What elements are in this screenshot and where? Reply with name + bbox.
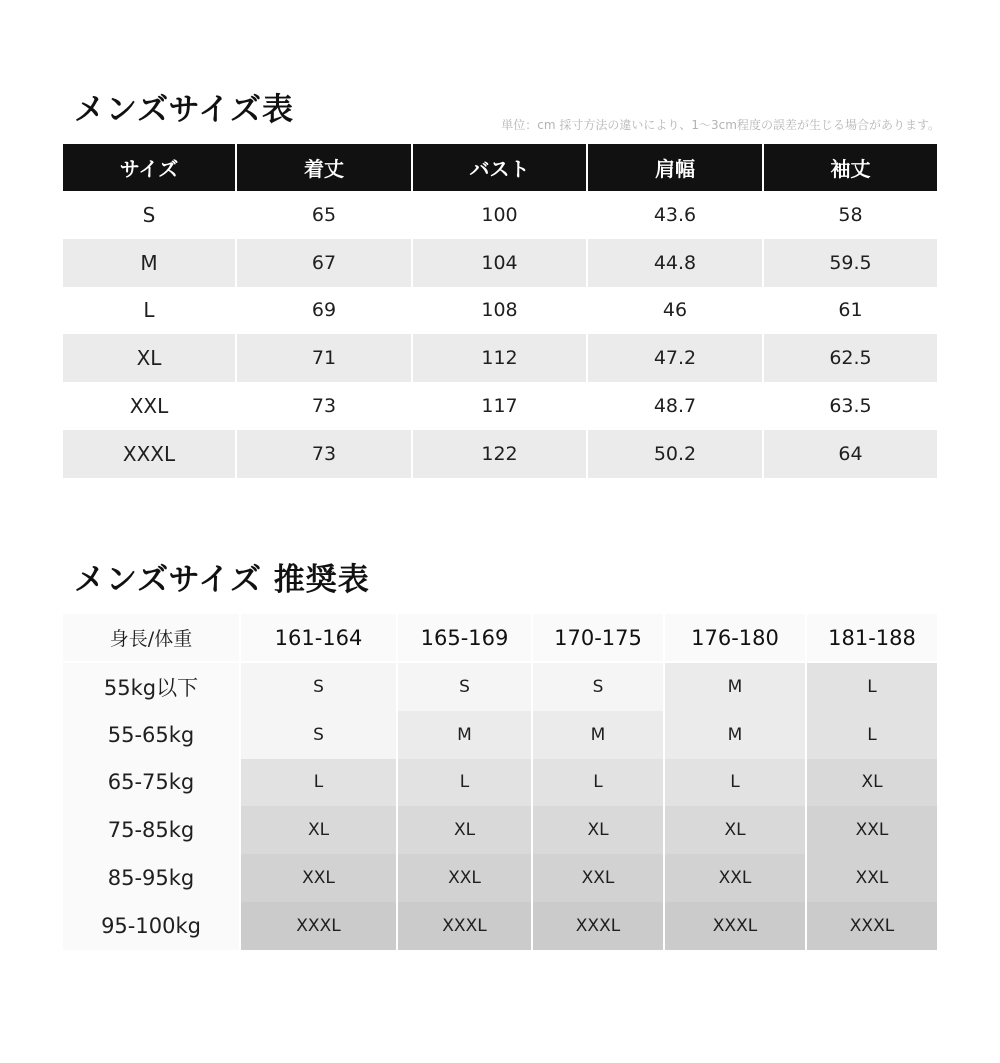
weight-label-cell: 55kg以下 [63, 663, 239, 711]
measurement-cell: 69 [237, 287, 411, 335]
size-chart-title: メンズサイズ表 [74, 92, 294, 128]
measurement-cell: 64 [764, 430, 937, 478]
measurement-cell: 44.8 [588, 239, 762, 287]
measurement-cell: 122 [413, 430, 586, 478]
recommended-size-cell: M [665, 711, 805, 759]
measurement-cell: 112 [413, 334, 586, 382]
weight-label-cell: 85-95kg [63, 854, 239, 902]
size-label-cell: XL [63, 334, 235, 382]
size-row [63, 334, 937, 382]
measurement-cell: 73 [237, 430, 411, 478]
recommend-row [63, 902, 937, 950]
size-row [63, 239, 937, 287]
recommended-size-cell: XXL [807, 806, 937, 854]
recommended-size-cell: M [398, 711, 531, 759]
recommend-row [63, 711, 937, 759]
corner-label: 身長/体重 [63, 614, 239, 661]
size-label-cell: M [63, 239, 235, 287]
recommended-size-cell: XXL [241, 854, 396, 902]
height-header: 161-164 [241, 614, 396, 661]
recommend-row [63, 759, 937, 807]
recommend-chart-table [63, 614, 937, 950]
size-row [63, 430, 937, 478]
size-chart-header-row [63, 144, 937, 191]
size-row [63, 382, 937, 430]
measurement-cell: 50.2 [588, 430, 762, 478]
recommended-size-cell: L [665, 759, 805, 807]
recommended-size-cell: XXL [533, 854, 663, 902]
height-header: 181-188 [807, 614, 937, 661]
measurement-cell: 108 [413, 287, 586, 335]
recommended-size-cell: L [398, 759, 531, 807]
recommend-row [63, 806, 937, 854]
recommended-size-cell: L [241, 759, 396, 807]
recommended-size-cell: XXL [807, 854, 937, 902]
recommended-size-cell: S [533, 663, 663, 711]
header-length: 着丈 [237, 144, 411, 191]
recommend-row [63, 854, 937, 902]
recommended-size-cell: S [398, 663, 531, 711]
recommended-size-cell: XXL [398, 854, 531, 902]
measurement-cell: 58 [764, 191, 937, 239]
measurement-cell: 117 [413, 382, 586, 430]
size-label-cell: S [63, 191, 235, 239]
header-shoulder: 肩幅 [588, 144, 762, 191]
recommended-size-cell: XL [533, 806, 663, 854]
recommended-size-cell: L [807, 711, 937, 759]
recommend-header-row [63, 614, 937, 661]
recommended-size-cell: XL [241, 806, 396, 854]
height-header: 165-169 [398, 614, 531, 661]
weight-label-cell: 95-100kg [63, 902, 239, 950]
recommend-chart-title: メンズサイズ 推奨表 [74, 562, 370, 598]
recommended-size-cell: XXXL [398, 902, 531, 950]
size-row [63, 287, 937, 335]
recommended-size-cell: XL [665, 806, 805, 854]
recommended-size-cell: XXXL [665, 902, 805, 950]
weight-label-cell: 75-85kg [63, 806, 239, 854]
measurement-cell: 73 [237, 382, 411, 430]
recommended-size-cell: XXXL [533, 902, 663, 950]
measurement-cell: 104 [413, 239, 586, 287]
measurement-cell: 71 [237, 334, 411, 382]
size-label-cell: XXL [63, 382, 235, 430]
recommend-row [63, 663, 937, 711]
size-label-cell: L [63, 287, 235, 335]
size-chart-table [63, 144, 937, 478]
recommended-size-cell: XXL [665, 854, 805, 902]
recommended-size-cell: M [533, 711, 663, 759]
recommended-size-cell: M [665, 663, 805, 711]
recommended-size-cell: L [533, 759, 663, 807]
header-size: サイズ [63, 144, 235, 191]
size-chart-body [63, 191, 937, 478]
header-bust: バスト [413, 144, 586, 191]
size-row [63, 191, 937, 239]
weight-label-cell: 55-65kg [63, 711, 239, 759]
recommended-size-cell: XL [807, 759, 937, 807]
measurement-cell: 47.2 [588, 334, 762, 382]
measurement-cell: 59.5 [764, 239, 937, 287]
height-header: 176-180 [665, 614, 805, 661]
measurement-cell: 43.6 [588, 191, 762, 239]
recommend-chart-body [63, 663, 937, 950]
height-header: 170-175 [533, 614, 663, 661]
measurement-cell: 46 [588, 287, 762, 335]
header-sleeve: 袖丈 [764, 144, 937, 191]
recommended-size-cell: S [241, 711, 396, 759]
measurement-cell: 67 [237, 239, 411, 287]
measurement-cell: 100 [413, 191, 586, 239]
recommended-size-cell: XL [398, 806, 531, 854]
measurement-cell: 65 [237, 191, 411, 239]
recommended-size-cell: XXXL [241, 902, 396, 950]
measurement-cell: 61 [764, 287, 937, 335]
measurement-cell: 62.5 [764, 334, 937, 382]
measurement-cell: 63.5 [764, 382, 937, 430]
recommended-size-cell: L [807, 663, 937, 711]
weight-label-cell: 65-75kg [63, 759, 239, 807]
measurement-cell: 48.7 [588, 382, 762, 430]
recommended-size-cell: XXXL [807, 902, 937, 950]
recommended-size-cell: S [241, 663, 396, 711]
measurement-note: 単位：cm 採寸方法の違いにより、1〜3cm程度の誤差が生じる場合があります。 [501, 118, 940, 132]
size-label-cell: XXXL [63, 430, 235, 478]
